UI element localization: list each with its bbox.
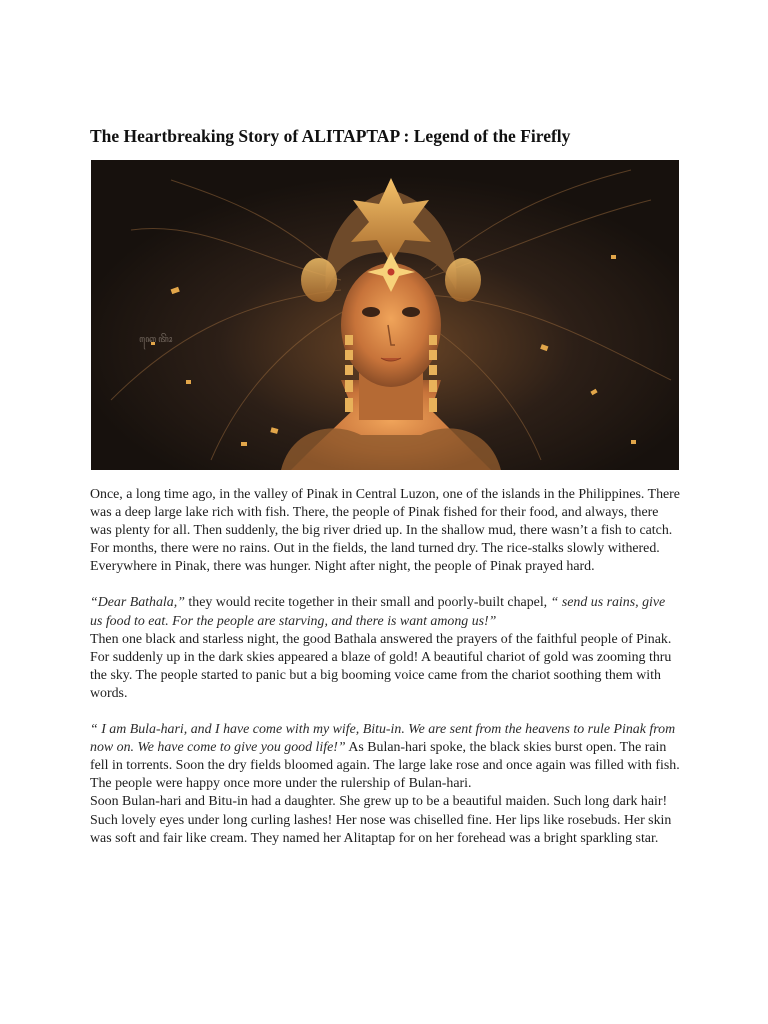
paragraph-4 [90, 721, 680, 793]
prayer-quote: “ send us rains, give us food to eat. For the people are starving, and there is want among us!” [90, 595, 666, 629]
paragraph-4-text: As Bulan-hari spoke, the black skies burst open. The rain fell in torrents. Soon the dry fields bloomed again. The large lake rose and once again was filled with fish. The people were happy once more under the rulership of Bulan-hari. [90, 740, 680, 792]
right-eye [402, 307, 420, 317]
right-headdress-ornament [445, 258, 481, 302]
paragraph-3: Then one black and starless night, the good Bathala answered the prayers of the faithful people of Pinak. For suddenly up in the dark skies appeared a blaze of gold! A beautiful chariot of gold was zooming thru the sky. The people started to panic but a big booming voice came from the chariot soothing them with words. [90, 631, 672, 701]
paragraph-5: Soon Bulan-hari and Bitu-in had a daughter. She grew up to be a beautiful maiden. Such long dark hair! Such lovely eyes under long curling lashes! Her nose was chiselled fine. Her lips like rosebuds. Her skin was soft and fair like cream. They named her Alitaptap for on her forehead was a bright sparkling star. [90, 794, 672, 846]
paragraph-1: Once, a long time ago, in the valley of Pinak in Central Luzon, one of the islands in the Philippines. There was a deep large lake rich with fish. There, the people of Pinak fished for their food, and always, there was plenty for all. Then suddenly, the big river dried up. In the shallow mud, there wasn’t a fish to catch. For months, there were no rains. Out in the fields, the land turned dry. The rice-stalks slowly withered. Everywhere in Pinak, there was hunger. Night after night, the people of Pinak prayed hard. [90, 487, 680, 575]
prayer-quote-opening: “Dear Bathala,” [90, 595, 185, 611]
artist-signature: ꦏꦺꦠꦼꦴ [139, 335, 175, 345]
story-body [90, 486, 680, 848]
alitaptap-illustration [91, 160, 679, 470]
paragraph-2 [90, 594, 680, 630]
forehead-jewel [388, 269, 395, 276]
left-headdress-ornament [301, 258, 337, 302]
document-title: The Heartbreaking Story of ALITAPTAP : Legend of the Firefly [90, 126, 571, 146]
paragraph-2-text: they would recite together in their small and poorly-built chapel, [184, 595, 551, 611]
bulan-hari-quote: “ I am Bula-hari, and I have come with my wife, Bitu-in. We are sent from the heavens to rule Pinak from now on. We have come to give you good life!” [90, 722, 676, 756]
left-eye [362, 307, 380, 317]
